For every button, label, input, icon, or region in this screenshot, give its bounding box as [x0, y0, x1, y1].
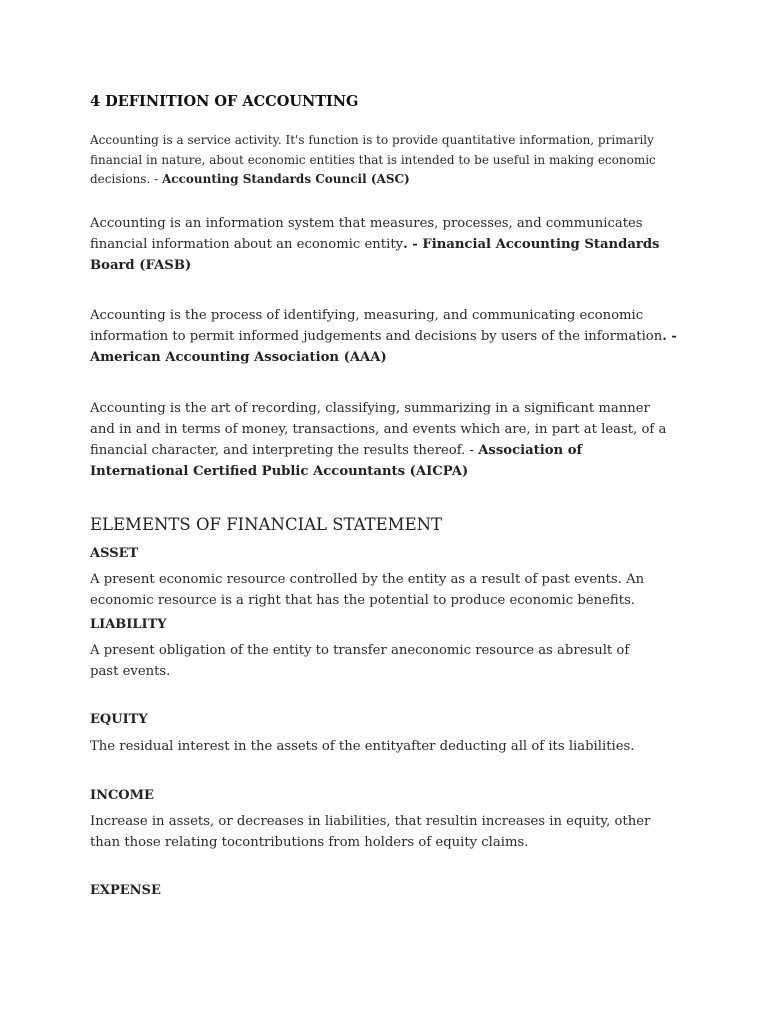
definition-source: . - Financial Accounting Standards Board (FASB) [90, 237, 660, 273]
definition-text: Accounting is a service activity. It's function is to provide quantitative information, primarily financial in nature, about economic entities that is intended to be useful in making economic decisions. - [90, 133, 656, 186]
element-body-income: Increase in assets, or decreases in liabilities, that resultin increases in equity, other than those relating tocontributions from holders of equity claims. [90, 814, 651, 850]
element-heading-equity: EQUITY [90, 712, 148, 727]
definition-text: Accounting is the art of recording, classifying, summarizing in a significant manner and in and in terms of money, transactions, and events which are, in part at least, of a financial character, and interpreting the results thereof. - [90, 401, 667, 458]
element-heading-liability: LIABILITY [90, 617, 167, 632]
definition-fasb [90, 213, 665, 276]
section-title: 4 DEFINITION OF ACCOUNTING [90, 93, 359, 110]
definition-text: Accounting is the process of identifying, measuring, and communicating economic information to permit informed judgements and decisions by users of the information [90, 308, 663, 344]
definition-source: . - American Accounting Association (AAA) [90, 329, 677, 365]
elements-heading: ELEMENTS OF FINANCIAL STATEMENT [90, 515, 443, 534]
definition-asc [90, 131, 662, 190]
element-heading-asset: ASSET [90, 546, 139, 561]
element-heading-expense: EXPENSE [90, 883, 161, 898]
definition-source: Association of International Certified Public Accountants (AICPA) [90, 443, 583, 479]
definition-aaa [90, 305, 685, 368]
definition-source: Accounting Standards Council (ASC) [161, 172, 410, 186]
element-body-liability: A present obligation of the entity to transfer aneconomic resource as abresult of past events. [90, 643, 630, 679]
definition-text: Accounting is an information system that measures, processes, and communicates financial information about an economic entity [90, 216, 643, 252]
element-body-asset: A present economic resource controlled by the entity as a result of past events. An economic resource is a right that has the potential to produce economic benefits. [90, 572, 645, 608]
definition-aicpa [90, 398, 674, 482]
element-body-equity: The residual interest in the assets of the entityafter deducting all of its liabilities. [90, 739, 635, 754]
element-heading-income: INCOME [90, 788, 154, 803]
